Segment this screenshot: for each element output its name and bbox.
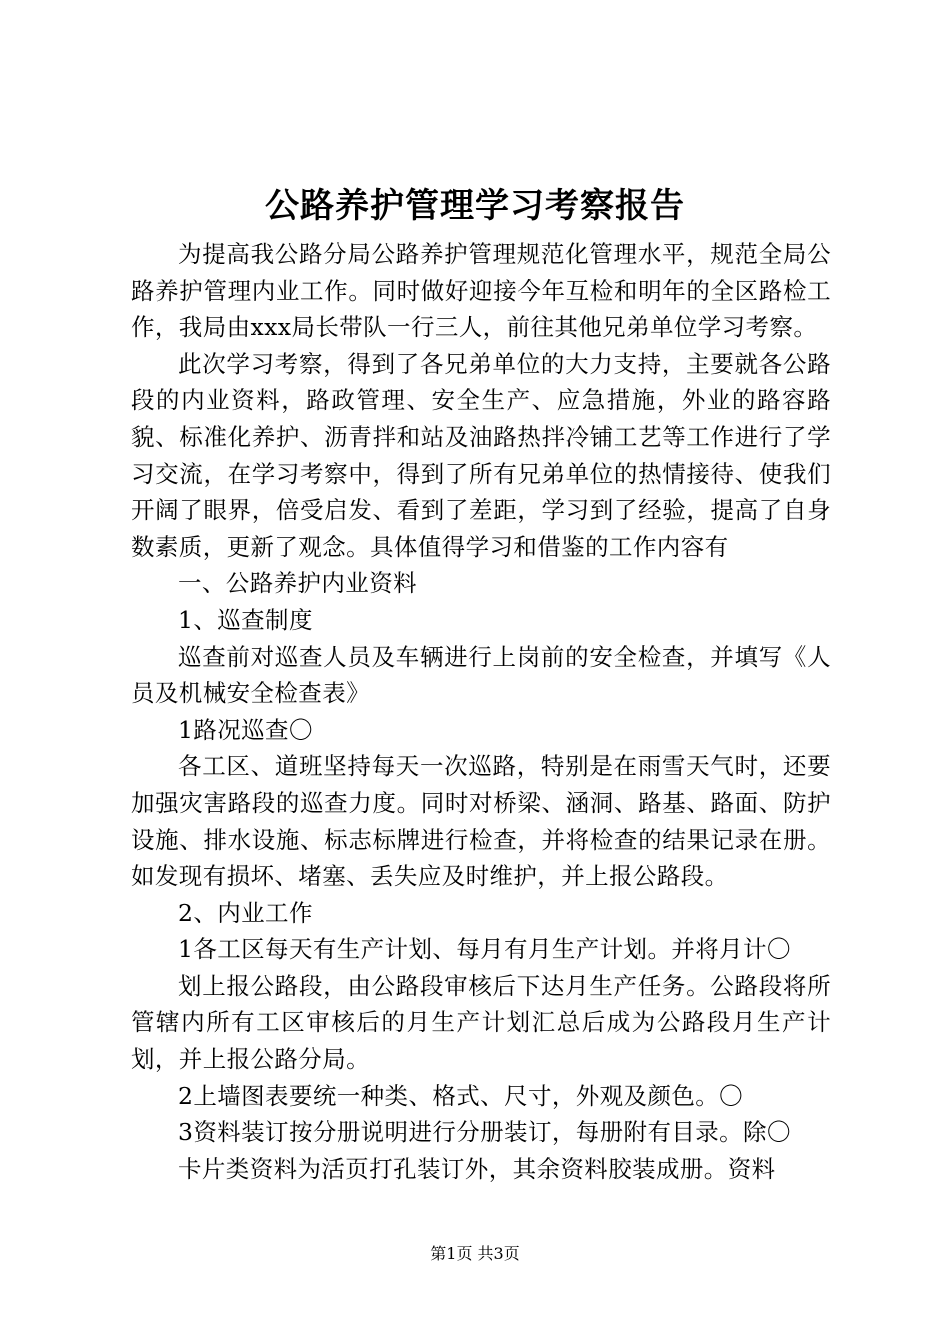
paragraph-intro: 为提高我公路分局公路养护管理规范化管理水平，规范全局公路养护管理内业工作。同时做好迎接今年互检和明年的全区路检工作，我局由xxx局长带队一行三人，前往其他兄弟单位学习考察。 — [131, 240, 831, 342]
paragraph-road-patrol: 各工区、道班坚持每天一次巡路，特别是在雨雪天气时，还要加强灾害路段的巡查力度。同时对桥梁、涵洞、路基、路面、防护设施、排水设施、标志标牌进行检查，并将检查的结果记录在册。如发现有损坏、堵塞、丢失应及时维护，并上报公路段。 — [131, 752, 831, 891]
subsection-heading-patrol: 1、巡查制度 — [178, 605, 313, 634]
paragraph-production-plan: 划上报公路段，由公路段审核后下达月生产任务。公路段将所管辖内所有工区审核后的月生产计划汇总后成为公路段月生产计划，并上报公路分局。 — [131, 971, 831, 1074]
document-body — [131, 236, 831, 1187]
page-number-footer: 第1页 共3页 — [430, 1244, 520, 1263]
item-road-patrol: 1路况巡查〇 — [178, 715, 313, 744]
paragraph-study-summary: 此次学习考察，得到了各兄弟单位的大力支持，主要就各公路段的内业资料，路政管理、安全生产、应急措施，外业的路容路貌、标准化养护、沥青拌和站及油路热拌冷铺工艺等工作进行了学习交流，在学习考察中，得到了所有兄弟单位的热情接待、使我们开阔了眼界，倍受启发、看到了差距，学习到了经验，提高了自身数素质，更新了观念。具体值得学习和借鉴的工作内容有 — [131, 349, 831, 561]
paragraph-binding: 卡片类资料为活页打孔装订外，其余资料胶装成册。资料 — [178, 1154, 776, 1183]
section-heading-1: 一、公路养护内业资料 — [178, 569, 417, 598]
item-binding: 3资料装订按分册说明进行分册装订，每册附有目录。除〇 — [178, 1118, 791, 1147]
paragraph-patrol-check: 巡查前对巡查人员及车辆进行上岗前的安全检查，并填写《人员及机械安全检查表》 — [131, 642, 831, 708]
item-wall-charts: 2上墙图表要统一种类、格式、尺寸，外观及颜色。〇 — [178, 1081, 744, 1110]
subsection-heading-internal-work: 2、内业工作 — [178, 898, 313, 927]
item-production-plan: 1各工区每天有生产计划、每月有月生产计划。并将月计〇 — [178, 935, 791, 964]
page-title: 公路养护管理学习考察报告 — [265, 186, 685, 226]
